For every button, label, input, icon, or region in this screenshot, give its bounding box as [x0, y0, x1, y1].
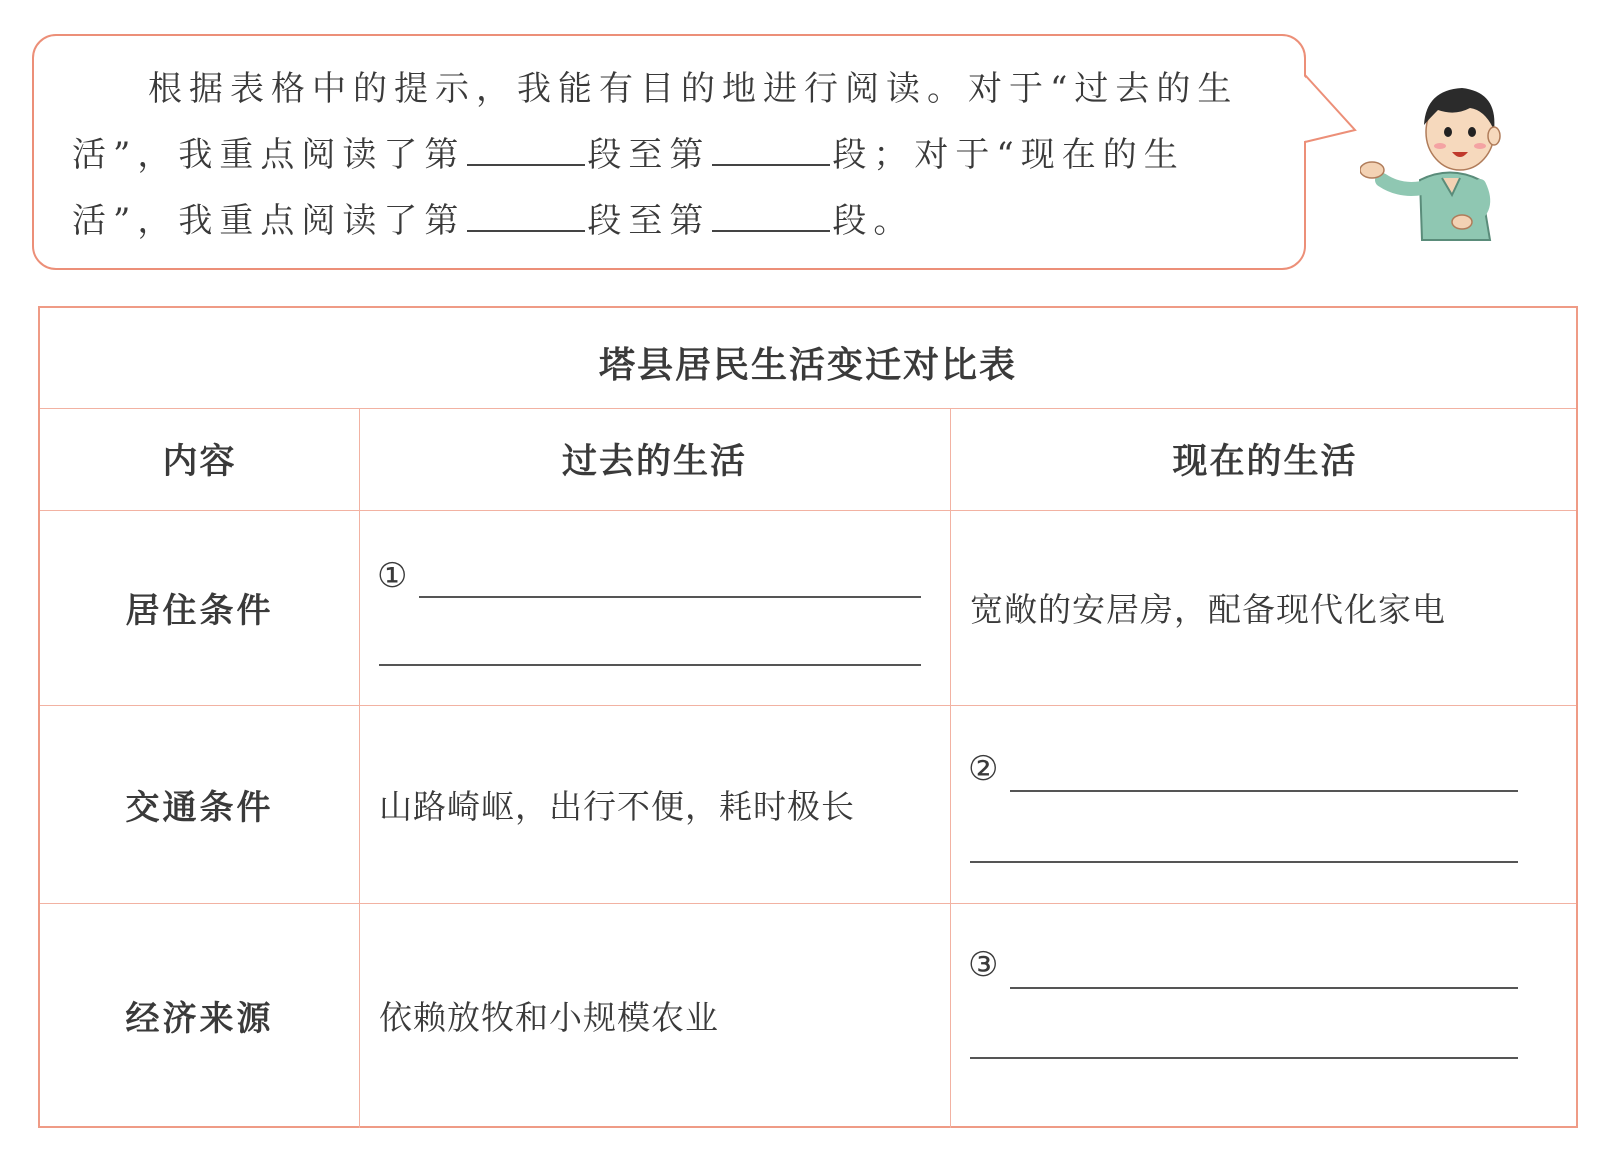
header-past: 过去的生活 [561, 442, 747, 482]
present-housing-text: 宽敞的安居房，配备现代化家电 [970, 590, 1446, 629]
boy-illustration-icon [1360, 70, 1530, 245]
header-present: 现在的生活 [1172, 442, 1358, 482]
comparison-table [38, 306, 1578, 1128]
bubble-tail [1300, 70, 1360, 150]
row-label-transport: 交通条件 [125, 787, 274, 828]
blank-3[interactable] [467, 190, 585, 232]
answer-line[interactable] [970, 1057, 1518, 1059]
blank-2[interactable] [712, 124, 830, 166]
number-marker: ② [968, 749, 999, 789]
past-transport-text: 山路崎岖，出行不便，耗时极长 [379, 786, 855, 826]
answer-line[interactable] [970, 861, 1518, 863]
bubble-segment-3: 段；对于“现在的生活”，我重点阅读了第 [72, 135, 1185, 241]
row-label-economy: 经济来源 [125, 999, 274, 1039]
answer-line[interactable] [419, 596, 921, 598]
past-economy-text: 依赖放牧和小规模农业 [379, 998, 719, 1037]
speech-bubble [32, 34, 1306, 270]
past-economy-cell [359, 903, 950, 1128]
table-title: 塔县居民生活变迁对比表 [598, 344, 1017, 386]
blank-1[interactable] [467, 124, 585, 166]
answer-line[interactable] [1010, 790, 1518, 792]
bubble-segment-5: 段。 [832, 201, 915, 241]
present-economy-cell [950, 903, 1580, 1128]
answer-line[interactable] [379, 664, 921, 666]
row-label-housing: 居住条件 [125, 591, 274, 631]
bubble-text [72, 56, 1272, 254]
blank-4[interactable] [712, 190, 830, 232]
present-transport-cell [950, 705, 1580, 903]
answer-line[interactable] [1010, 987, 1518, 989]
past-housing-cell [359, 510, 950, 705]
bubble-segment-4: 段至第 [587, 201, 711, 241]
bubble-segment-1: 根据表格中的提示，我能有目的地进行阅读。对于“过去的生活”，我重点阅读了第 [72, 69, 1239, 175]
past-transport-cell [359, 705, 950, 903]
number-marker: ① [377, 556, 408, 596]
number-marker: ③ [968, 945, 999, 985]
present-housing-cell [950, 510, 1580, 705]
bubble-segment-2: 段至第 [587, 135, 711, 175]
header-content: 内容 [162, 442, 237, 482]
